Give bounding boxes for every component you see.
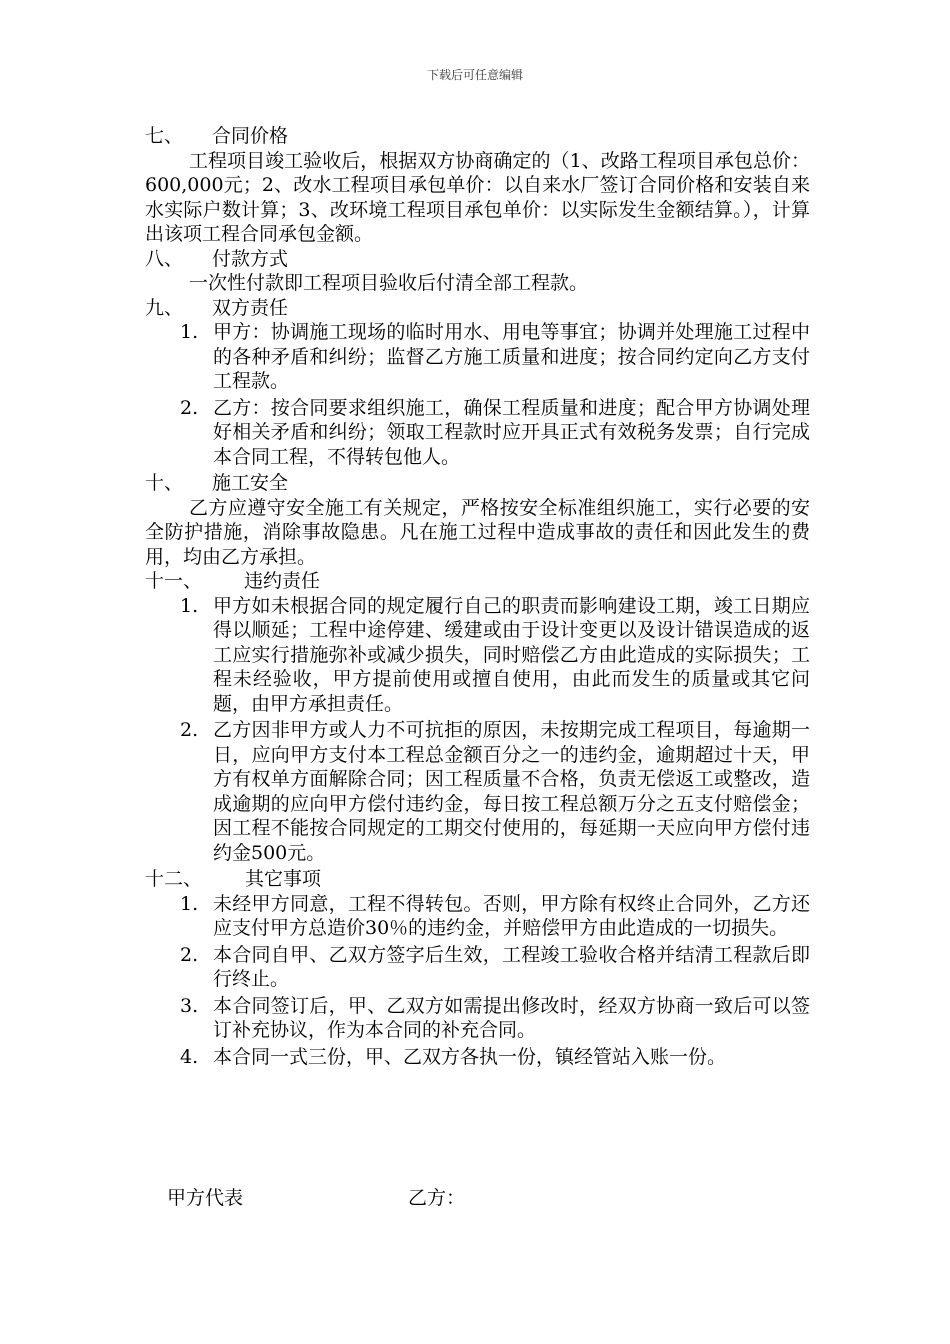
section-11-heading [145, 569, 810, 594]
list-item [145, 594, 810, 717]
list-item [145, 320, 810, 394]
section-9-list [145, 320, 810, 469]
section-number: 十、 [145, 472, 184, 494]
section-number: 八、 [145, 247, 184, 270]
list-item [145, 943, 810, 992]
item-text: 甲方如未根据合同的规定履行自己的职责而影响建设工期，竣工日期应得以顺延；工程中途停建、缓建或由于设计变更以及设计错误造成的返工应实行措施弥补或减少损失，同时赔偿乙方由此造成的实际损失；工程未经验收，甲方提前使用或擅自使用，由此而发生的质量或其它问题，由甲方承担责任。 [213, 594, 810, 715]
signature-block [167, 1183, 465, 1210]
section-11-list [145, 594, 810, 866]
item-text: 乙方因非甲方或人力不可抗拒的原因，未按期完成工程项目，每逾期一日，应向甲方支付本工程总金额百分之一的违约金，逾期超过十天，甲方有权单方面解除合同；因工程质量不合格，负责无偿返工或整改，造成逾期的应向甲方偿付违约金，每日按工程总额万分之五支付赔偿金；因工程不能按合同规定的工期交付使用的，每延期一天应向甲方偿付违约金500元。 [213, 719, 810, 864]
section-title: 施工安全 [212, 472, 289, 494]
section-number: 七、 [145, 125, 184, 147]
item-text: 本合同签订后，甲、乙双方如需提出修改时，经双方协商一致后可以签订补充协议，作为本合同的补充合同。 [213, 994, 810, 1041]
item-number: 2. [180, 396, 199, 419]
section-number: 十二、 [145, 868, 203, 890]
item-number: 1. [180, 594, 199, 617]
party-b-signature-label: 乙方： [408, 1187, 466, 1209]
item-number: 1. [180, 321, 199, 343]
list-item [145, 396, 810, 470]
party-a-signature-label: 甲方代表 [167, 1187, 244, 1209]
item-number: 2. [180, 943, 199, 966]
section-7-heading [145, 124, 810, 149]
section-9-heading [145, 296, 810, 321]
section-8-heading [145, 247, 810, 272]
item-number: 2. [180, 719, 199, 741]
item-text: 本合同自甲、乙双方签字后生效，工程竣工验收合格并结清工程款后即行终止。 [213, 943, 810, 990]
section-title: 违约责任 [244, 570, 321, 592]
section-title: 付款方式 [212, 247, 289, 270]
item-text: 乙方：按合同要求组织施工，确保工程质量和进度；配合甲方协调处理好相关矛盾和纠纷；领取工程款时应开具正式有效税务发票；自行完成本合同工程，不得转包他人。 [213, 396, 810, 468]
section-title: 合同价格 [212, 125, 289, 147]
item-text: 本合同一式三份，甲、乙双方各执一份，镇经管站入账一份。 [213, 1045, 727, 1068]
contract-body [145, 124, 810, 1071]
item-number: 4. [180, 1045, 199, 1068]
section-10-paragraph: 乙方应遵守安全施工有关规定，严格按安全标准组织施工，实行必要的安全防护措施，消除事故隐患。凡在施工过程中造成事故的责任和因此发生的费用，均由乙方承担。 [145, 496, 810, 568]
item-number: 1. [180, 892, 199, 915]
item-number: 3. [180, 994, 199, 1017]
item-text: 未经甲方同意，工程不得转包。否则，甲方除有权终止合同外，乙方还应支付甲方总造价30％的违约金，并赔偿甲方由此造成的一切损失。 [213, 892, 810, 939]
section-8-paragraph: 一次性付款即工程项目验收后付清全部工程款。 [189, 272, 589, 294]
section-title: 双方责任 [212, 296, 289, 319]
section-7-paragraph: 工程项目竣工验收后，根据双方协商确定的（1、改路工程项目承包总价：600,000元；2、改水工程项目承包单价：以自来水厂签订合同价格和安装自来水实际户数计算；3、改环境工程项目承包单价：以实际发生金额结算。），计算出该项工程合同承包金额。 [145, 149, 810, 245]
section-12-list [145, 892, 810, 1070]
list-item [145, 892, 810, 941]
section-number: 十一、 [145, 570, 203, 592]
page-header: 下载后可任意编辑 [426, 68, 523, 82]
section-12-heading [145, 867, 810, 892]
list-item [145, 1045, 810, 1070]
section-title: 其它事项 [245, 868, 322, 890]
section-10-heading [145, 471, 810, 496]
list-item [145, 994, 810, 1043]
section-number: 九、 [145, 296, 184, 319]
item-text: 甲方：协调施工现场的临时用水、用电等事宜；协调并处理施工过程中的各种矛盾和纠纷；监督乙方施工质量和进度；按合同约定向乙方支付工程款。 [213, 321, 810, 392]
list-item [145, 718, 810, 865]
